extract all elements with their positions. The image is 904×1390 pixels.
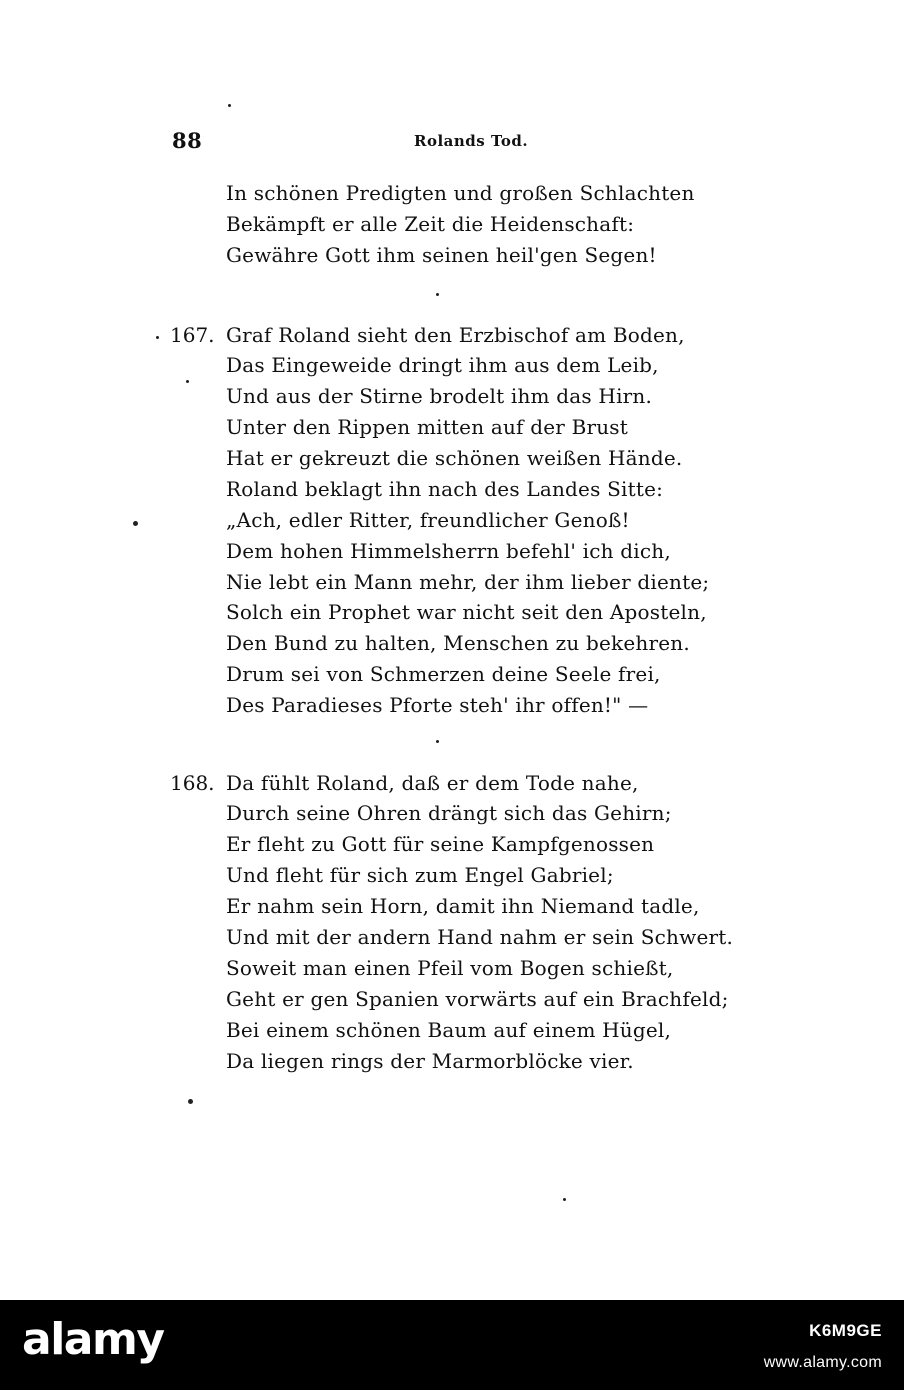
verse-line: Bekämpft er alle Zeit die Heidenschaft: (226, 212, 635, 236)
image-id: K6M9GE (809, 1321, 882, 1340)
verse-line: Des Paradieses Pforte steh' ihr offen!" — (226, 693, 649, 717)
verse-line: Den Bund zu halten, Menschen zu bekehren. (226, 631, 690, 655)
verse-line: Unter den Rippen mitten auf der Brust (226, 415, 629, 439)
verse-line: Und aus der Stirne brodelt ihm das Hirn. (226, 384, 653, 408)
verse-line: Nie lebt ein Mann mehr, der ihm lieber diente; (226, 570, 710, 594)
scan-speck (156, 336, 159, 339)
verse-line: Solch ein Prophet war nicht seit den Aposteln, (226, 600, 707, 624)
verse-line: Hat er gekreuzt die schönen weißen Hände. (226, 446, 683, 470)
verse-line: Und fleht für sich zum Engel Gabriel; (226, 863, 614, 887)
verse-line: Dem hohen Himmelsherrn befehl' ich dich, (226, 539, 671, 563)
running-title: Rolands Tod. (414, 132, 529, 150)
verse-line: „Ach, edler Ritter, freundlicher Genoß! (226, 508, 630, 532)
verse-line: Da liegen rings der Marmorblöcke vier. (226, 1049, 634, 1073)
scan-speck (436, 740, 439, 743)
scan-speck (436, 293, 439, 296)
stanza-number: 167. (170, 323, 215, 347)
verse-line: In schönen Predigten und großen Schlachten (226, 181, 695, 205)
verse-line: Gewähre Gott ihm seinen heil'gen Segen! (226, 243, 657, 267)
verse-line: Das Eingeweide dringt ihm aus dem Leib, (226, 353, 659, 377)
scan-speck (186, 380, 189, 383)
scan-speck (188, 1099, 193, 1104)
page-number: 88 (172, 128, 203, 153)
verse-line: Da fühlt Roland, daß er dem Tode nahe, (226, 771, 639, 795)
scan-speck (228, 104, 231, 107)
verse-line: Er nahm sein Horn, damit ihn Niemand tadle, (226, 894, 700, 918)
verse-line: Geht er gen Spanien vorwärts auf ein Brachfeld; (226, 987, 729, 1011)
watermark-url: www.alamy.com (763, 1354, 882, 1371)
verse-line: Graf Roland sieht den Erzbischof am Boden, (226, 323, 685, 347)
verse-line: Er fleht zu Gott für seine Kampfgenossen (226, 832, 655, 856)
verse-line: Und mit der andern Hand nahm er sein Schwert. (226, 925, 734, 949)
verse-line: Roland beklagt ihn nach des Landes Sitte: (226, 477, 664, 501)
scan-speck (563, 1198, 566, 1201)
verse-line: Bei einem schönen Baum auf einem Hügel, (226, 1018, 672, 1042)
verse-line: Drum sei von Schmerzen deine Seele frei, (226, 662, 661, 686)
verse-line: Soweit man einen Pfeil vom Bogen schießt, (226, 956, 674, 980)
verse-line: Durch seine Ohren drängt sich das Gehirn; (226, 801, 672, 825)
alamy-logo: alamy (22, 1314, 164, 1365)
stanza-number: 168. (170, 771, 215, 795)
scan-speck (133, 521, 138, 526)
